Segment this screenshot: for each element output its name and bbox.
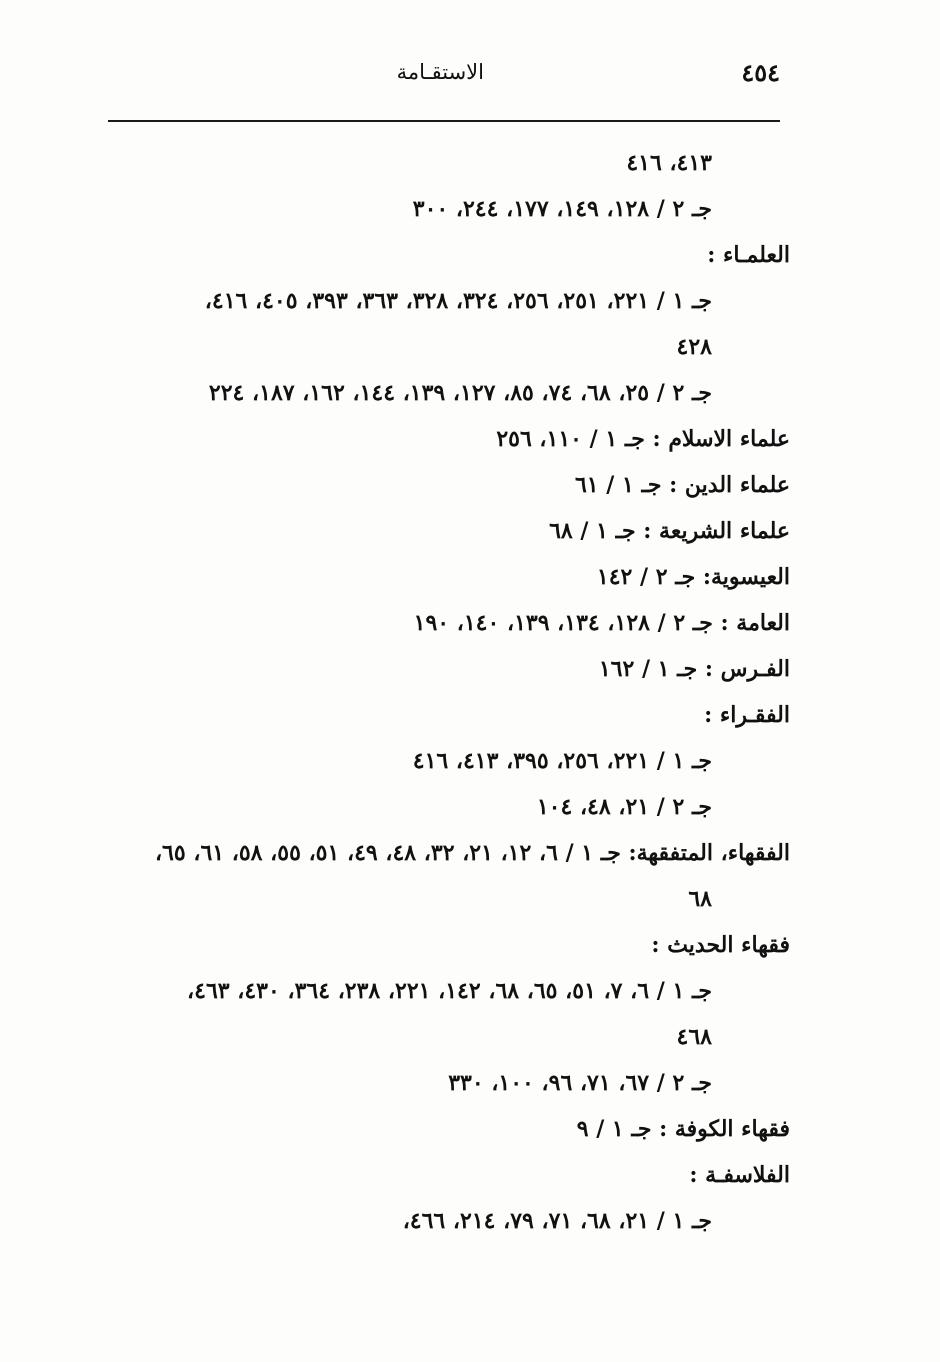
index-entry: فقهاء الحديث : [651,932,790,958]
index-subentry: جـ ١ / ٦، ٧، ٥١، ٦٥، ٦٨، ١٤٢، ٢٢١، ٢٣٨، ٣٦٤، ٤٣٠، ٤٦٣، [187,978,712,1004]
index-continuation: ٤٢٨ [676,334,712,360]
index-entry: العلمـاء : [707,242,790,268]
index-entry: العيسوية: جـ ٢ / ١٤٢ [596,564,790,590]
index-entry: الفقهاء، المتفقهة: جـ ١ / ٦، ١٢، ٢١، ٣٢، ٤٨، ٤٩، ٥١، ٥٥، ٥٨، ٦١، ٦٥، [154,840,790,866]
index-subentry: جـ ٢ / ٢١، ٤٨، ١٠٤ [536,794,712,820]
index-subentry: جـ ٢ / ١٢٨، ١٤٩، ١٧٧، ٢٤٤، ٣٠٠ [412,196,712,222]
index-entry: الفلاسفـة : [689,1162,790,1188]
index-entry: علماء الشريعة : جـ ١ / ٦٨ [549,518,790,544]
index-subentry: جـ ٢ / ٦٧، ٧١، ٩٦، ١٠٠، ٣٣٠ [448,1070,712,1096]
index-subentry: جـ ١ / ٢٢١، ٢٥٦، ٣٩٥، ٤١٣، ٤١٦ [412,748,712,774]
index-subentry: جـ ١ / ٢٢١، ٢٥١، ٢٥٦، ٣٢٤، ٣٢٨، ٣٦٣، ٣٩٣، ٤٠٥، ٤١٦، [204,288,712,314]
index-entry: العامة : جـ ٢ / ١٢٨، ١٣٤، ١٣٩، ١٤٠، ١٩٠ [413,610,790,636]
index-entries [100,140,790,1244]
index-subentry: جـ ٢ / ٢٥، ٦٨، ٧٤، ٨٥، ١٢٧، ١٣٩، ١٤٤، ١٦٢، ١٨٧، ٢٢٤ [208,380,712,406]
running-title: الاستقـامة [396,60,484,84]
index-entry: الفـرس : جـ ١ / ١٦٢ [598,656,790,682]
index-continuation: ٦٨ [688,886,712,912]
index-continuation: ٤٦٨ [676,1024,712,1050]
index-continuation: ٤١٣، ٤١٦ [626,150,712,176]
index-entry: فقهاء الكوفة : جـ ١ / ٩ [576,1116,790,1142]
index-subentry: جـ ١ / ٢١، ٦٨، ٧١، ٧٩، ٢١٤، ٤٦٦، [402,1208,712,1234]
index-entry: الفقـراء : [704,702,790,728]
index-entry: علماء الاسلام : جـ ١ / ١١٠، ٢٥٦ [496,426,790,452]
index-entry: علماء الدين : جـ ١ / ٦١ [574,472,790,498]
page-number: ٤٥٤ [741,58,780,87]
page-header [108,58,780,98]
header-divider [108,120,780,122]
